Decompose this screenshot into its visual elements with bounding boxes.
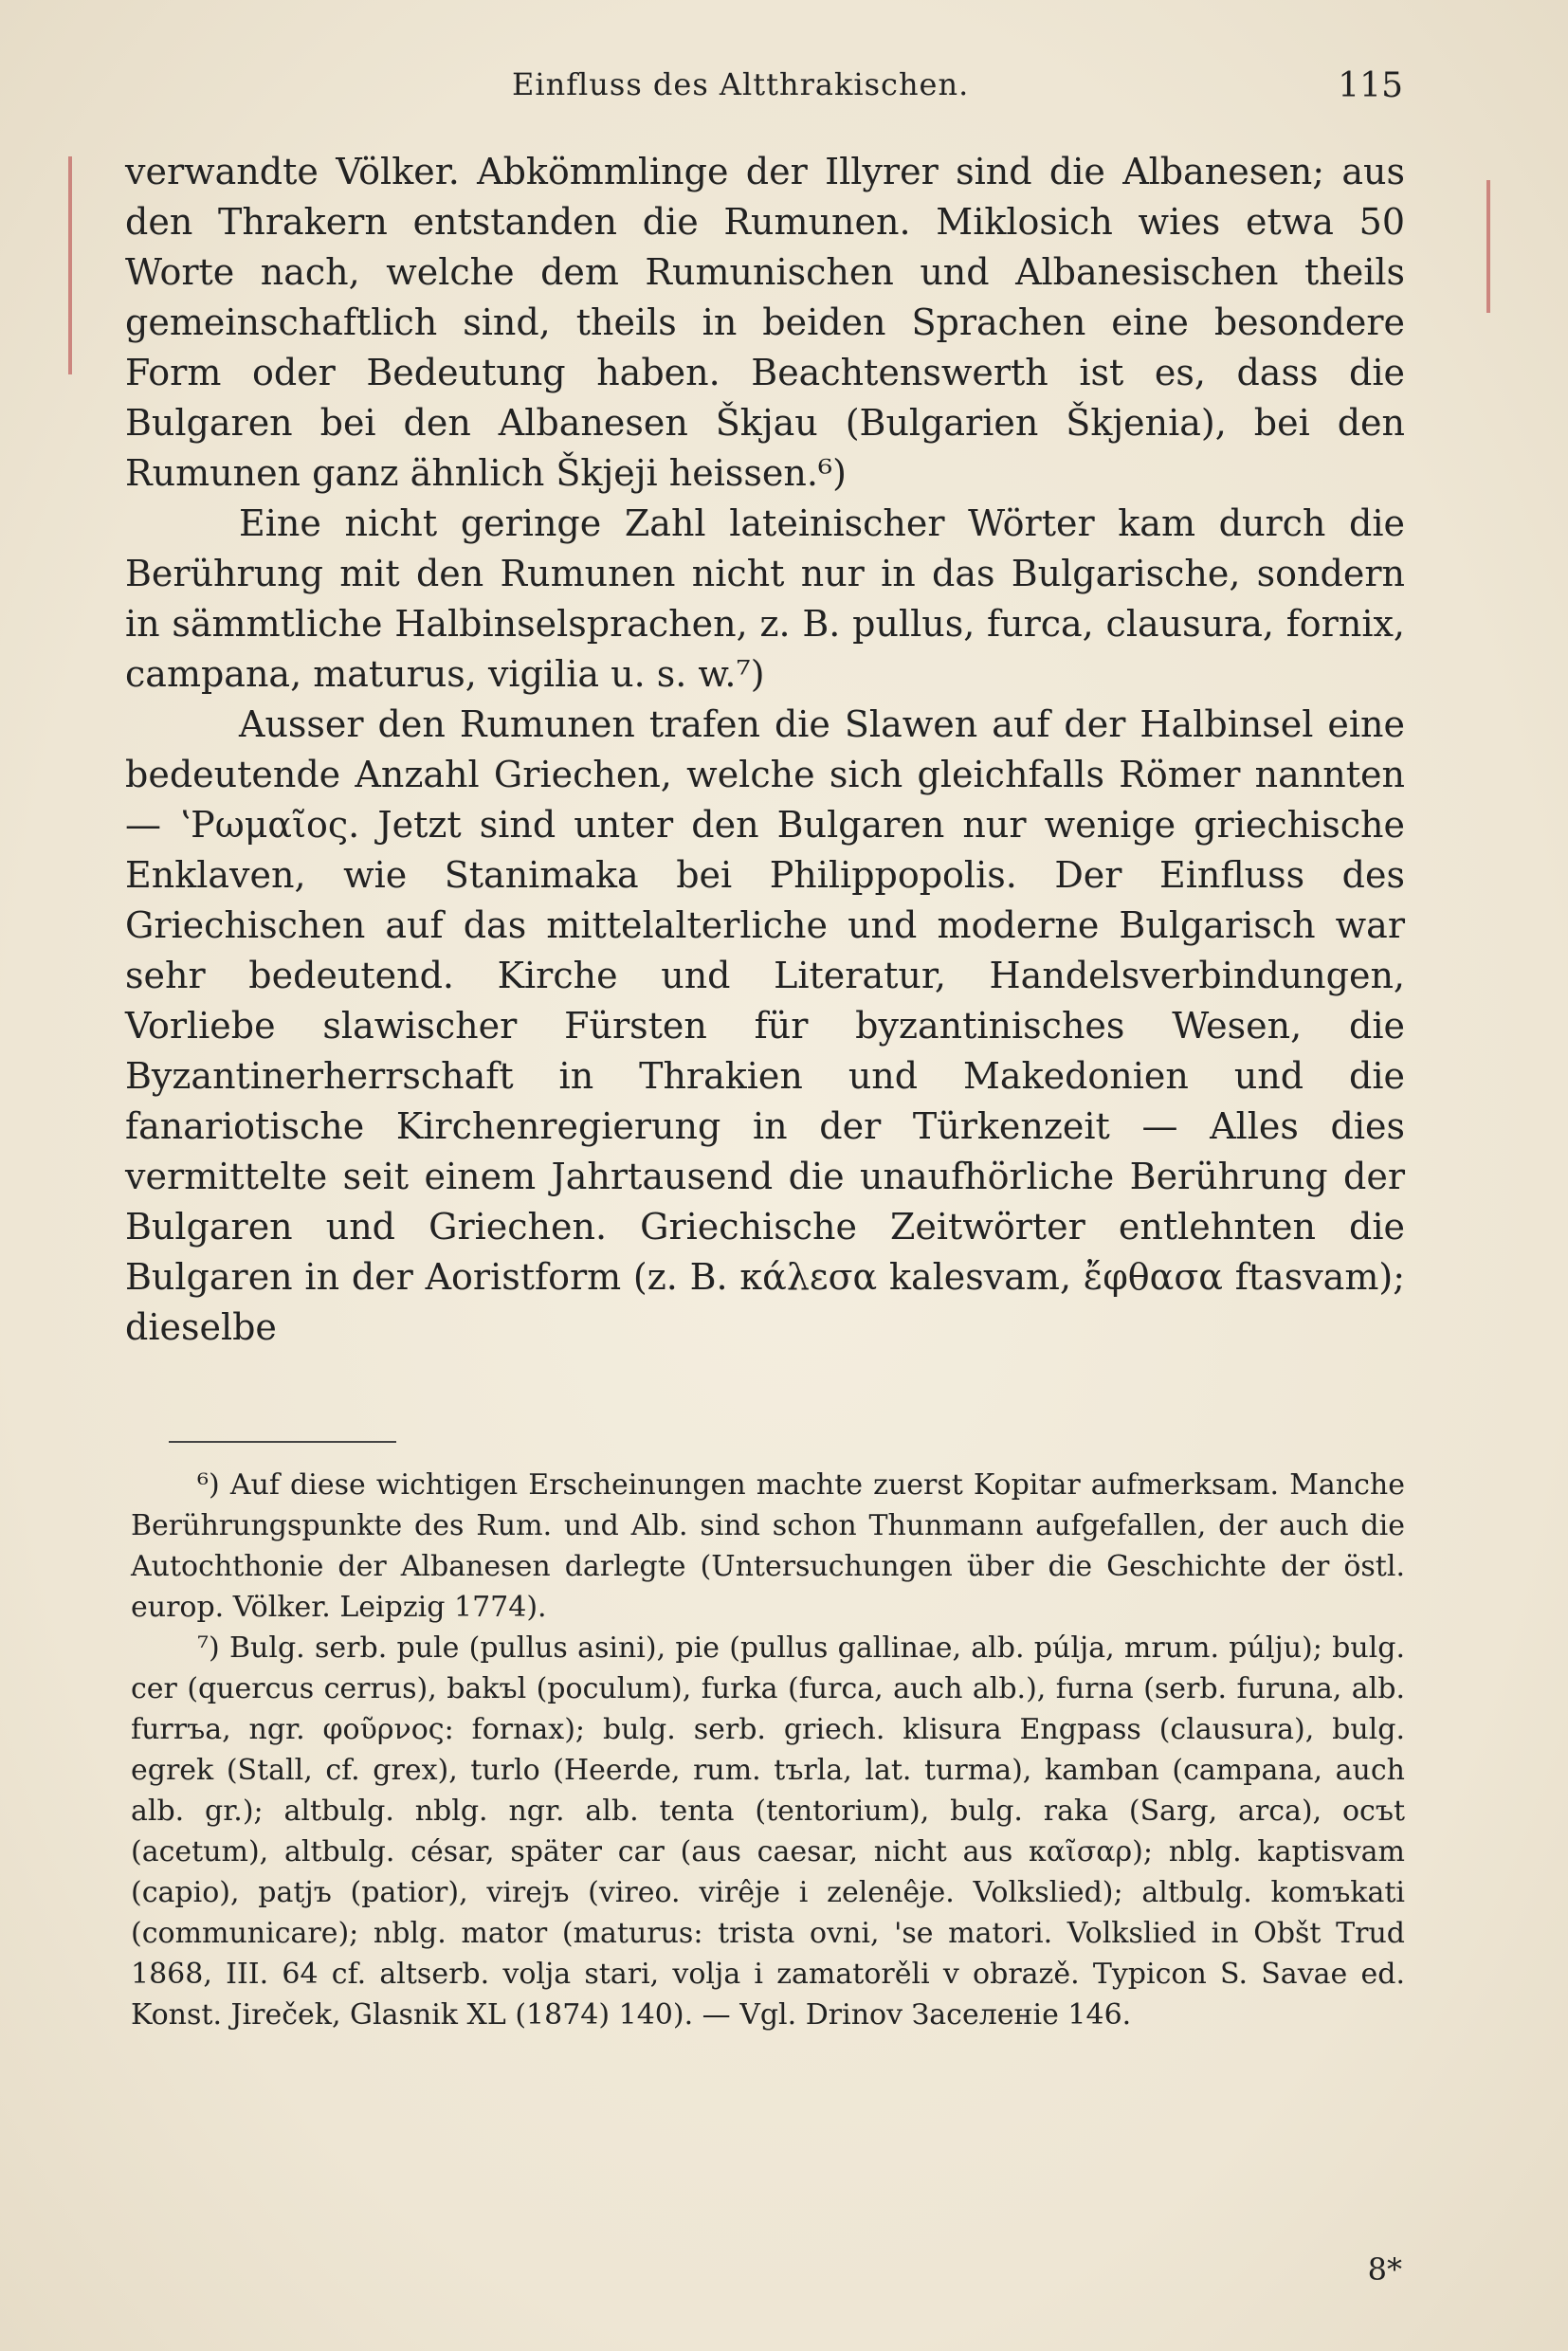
footnotes [131,1465,1405,2035]
paragraph-1: verwandte Völker. Abkömmlinge der Illyrer sind die Albanesen; aus den Thrakern entstanden die Rumunen. Miklosich wies etwa 50 Worte nach, welche dem Rumunischen und Albanesischen theils gemeinschaftlich sind, theils in beiden Sprachen eine besondere Form oder Bedeutung haben. Beachtenswerth ist es, dass die Bulgaren bei den Albanesen Škjau (Bulgarien Škjenia), bei den Rumunen ganz ähnlich Škjeji heissen.⁶) [125,151,1405,494]
footnote-divider [169,1441,396,1443]
running-title: Einfluss des Altthrakischen. [512,66,970,102]
paragraph-3: Ausser den Rumunen trafen die Slawen auf der Halbinsel eine bedeutende Anzahl Griechen, welche sich gleichfalls Römer nannten — ʽΡωμαῖος. Jetzt sind unter den Bulgaren nur wenige griechische Enklaven, wie Stanimaka bei Philippopolis. Der Einfluss des Griechischen auf das mittelalterliche und moderne Bulgarisch war sehr bedeutend. Kirche und Literatur, Handelsverbindungen, Vorliebe slawischer Fürsten für byzantinisches Wesen, die Byzantinerherrschaft in Thrakien und Makedonien und die fanariotische Kirchenregierung in der Türkenzeit — Alles dies vermittelte seit einem Jahrtausend die unaufhörliche Berührung der Bulgaren und Griechen. Griechische Zeitwörter entlehnten die Bulgaren in der Aoristform (z. B. κάλεσα kalesvam, ἔφθασα ftasvam); dieselbe [125,703,1405,1348]
margin-pencil-mark-right [1486,180,1490,313]
page-number: 115 [1338,66,1403,105]
running-header [133,66,1403,114]
footnote-6: ⁶) Auf diese wichtigen Erscheinungen machte zuerst Kopitar aufmerksam. Manche Berührungspunkte des Rum. und Alb. sind schon Thunmann aufgefallen, der auch die Autochthonie der Albanesen darlegte (Untersuchungen über die Geschichte der östl. europ. Völker. Leipzig 1774). [131,1468,1405,1624]
printer-signature: 8* [1367,2251,1402,2287]
paragraph-2: Eine nicht geringe Zahl lateinischer Wörter kam durch die Berührung mit den Rumunen nicht nur in das Bulgarische, sondern in sämmtliche Halbinselsprachen, z. B. pullus, furca, clausura, fornix, campana, maturus, vigilia u. s. w.⁷) [125,502,1405,695]
main-text [125,147,1405,1353]
margin-pencil-mark [68,156,72,374]
footnote-7: ⁷) Bulg. serb. pule (pullus asini), pie (pullus gallinae, alb. púlja, mrum. púlju); bulg. cer (quercus cerrus), bakъl (poculum), furka (furca, auch alb.), furna (serb. furuna, alb. furrъa, ngr. φοῦρνος: fornax); bulg. serb. griech. klisura Engpass (clausura), bulg. egrek (Stall, cf. grex), turlo (Heerde, rum. tъrla, lat. turma), kamban (campana, auch alb. gr.); altbulg. nblg. ngr. alb. tenta (tentorium), bulg. raka (Sarg, arca), ocъt (acetum), altbulg. césar, später car (aus caesar, nicht aus καῖσαρ); nblg. kaptisvam (capio), patjъ (patior), virejъ (vireo. virêje i zelenêje. Volkslied); altbulg. komъkati (communicare); nblg. mator (maturus: trista ovni, 'se matori. Volkslied in Obšt Trud 1868, III. 64 cf. altserb. volja stari, volja i zamatorěli v obrazě. Typicon S. Savae ed. Konst. Jireček, Glasnik XL (1874) 140). — Vgl. Drinov Заселенie 146. [131,1631,1405,2032]
